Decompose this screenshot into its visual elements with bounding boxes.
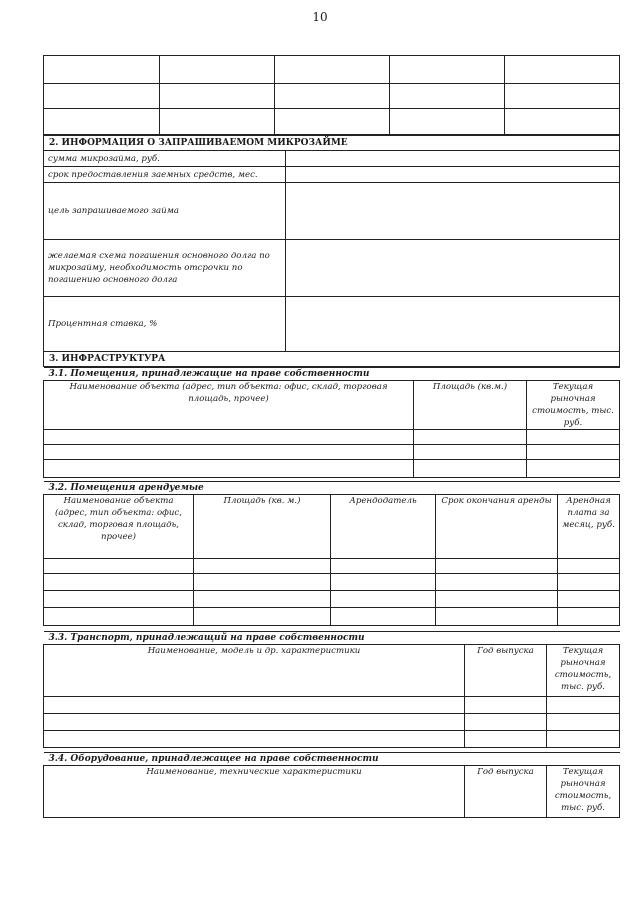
loan-row [44, 151, 620, 167]
subsection-3-1-title: 3.1. Помещения, принадлежащие на праве собственности [44, 368, 620, 381]
col-area: Площадь (кв.м.) [414, 381, 527, 430]
loan-term-label: срок предоставления заемных средств, мес. [44, 167, 286, 183]
cell[interactable] [414, 460, 527, 478]
cell[interactable] [505, 109, 620, 135]
form-sheet [43, 55, 619, 818]
cell[interactable] [414, 445, 527, 460]
repayment-scheme-field[interactable] [286, 240, 620, 297]
cell[interactable] [275, 56, 390, 84]
col-lease-end: Срок окончания аренды [436, 495, 558, 559]
owned-equipment-table [43, 752, 620, 818]
col-year: Год выпуска [465, 766, 547, 818]
table-row [44, 445, 620, 460]
loan-amount-field[interactable] [286, 151, 620, 167]
col-year: Год выпуска [465, 645, 547, 697]
col-area: Площадь (кв. м.) [194, 495, 331, 559]
cell[interactable] [527, 430, 620, 445]
subsection-3-2-title: 3.2. Помещения арендуемые [44, 482, 620, 495]
cell[interactable] [547, 697, 620, 714]
col-object-name: Наименование объекта (адрес, тип объекта: офис, склад, торговая площадь, прочее) [44, 381, 414, 430]
cell[interactable] [465, 731, 547, 748]
top-grid-row [44, 84, 620, 109]
cell[interactable] [160, 56, 275, 84]
cell[interactable] [194, 559, 331, 574]
cell[interactable] [558, 559, 620, 574]
col-landlord: Арендодатель [331, 495, 436, 559]
loan-amount-label: сумма микрозайма, руб. [44, 151, 286, 167]
cell[interactable] [44, 56, 160, 84]
cell[interactable] [390, 56, 505, 84]
cell[interactable] [558, 591, 620, 608]
cell[interactable] [44, 574, 194, 591]
col-object-name: Наименование объекта (адрес, тип объекта: офис, склад, торговая площадь, прочее) [44, 495, 194, 559]
cell[interactable] [275, 84, 390, 109]
owned-transport-table [43, 631, 620, 748]
subsection-header [44, 753, 620, 766]
cell[interactable] [160, 109, 275, 135]
cell[interactable] [331, 608, 436, 626]
loan-row [44, 240, 620, 297]
cell[interactable] [44, 714, 465, 731]
table-row [44, 697, 620, 714]
subsection-header [44, 632, 620, 645]
table-row [44, 430, 620, 445]
cell[interactable] [160, 84, 275, 109]
header-row [44, 495, 620, 559]
loan-row [44, 297, 620, 352]
cell[interactable] [436, 559, 558, 574]
cell[interactable] [44, 697, 465, 714]
cell[interactable] [547, 731, 620, 748]
table-row [44, 574, 620, 591]
cell[interactable] [44, 608, 194, 626]
cell[interactable] [275, 109, 390, 135]
col-market-value: Текущая рыночная стоимость, тыс. руб. [547, 766, 620, 818]
cell[interactable] [44, 591, 194, 608]
cell[interactable] [527, 460, 620, 478]
interest-rate-field[interactable] [286, 297, 620, 352]
top-grid-table [43, 55, 620, 135]
top-grid-row [44, 56, 620, 84]
loan-info-table [43, 135, 620, 367]
cell[interactable] [44, 109, 160, 135]
loan-row [44, 183, 620, 240]
table-row [44, 731, 620, 748]
page-number: 10 [312, 10, 328, 24]
section-2-title: 2. ИНФОРМАЦИЯ О ЗАПРАШИВАЕМОМ МИКРОЗАЙМЕ [44, 136, 620, 151]
col-market-value: Текущая рыночная стоимость, тыс. руб. [547, 645, 620, 697]
cell[interactable] [414, 430, 527, 445]
col-rent: Арендная плата за месяц, руб. [558, 495, 620, 559]
cell[interactable] [436, 608, 558, 626]
subsection-3-3-title: 3.3. Транспорт, принадлежащий на праве собственности [44, 632, 620, 645]
col-market-value: Текущая рыночная стоимость, тыс. руб. [527, 381, 620, 430]
cell[interactable] [331, 559, 436, 574]
section-3-title: 3. ИНФРАСТРУКТУРА [44, 352, 620, 367]
loan-row [44, 167, 620, 183]
section-header [44, 352, 620, 367]
cell[interactable] [44, 559, 194, 574]
interest-rate-label: Процентная ставка, % [44, 297, 286, 352]
cell[interactable] [44, 84, 160, 109]
header-row [44, 645, 620, 697]
subsection-3-4-title: 3.4. Оборудование, принадлежащее на праве собственности [44, 753, 620, 766]
header-row [44, 381, 620, 430]
table-row [44, 608, 620, 626]
cell[interactable] [436, 591, 558, 608]
cell[interactable] [331, 591, 436, 608]
cell[interactable] [44, 430, 414, 445]
table-row [44, 591, 620, 608]
cell[interactable] [390, 84, 505, 109]
loan-purpose-field[interactable] [286, 183, 620, 240]
cell[interactable] [194, 574, 331, 591]
repayment-scheme-label: желаемая схема погашения основного долга по микрозайму, необходимость отсрочки по погашению основного долга [44, 240, 286, 297]
cell[interactable] [465, 697, 547, 714]
owned-premises-table [43, 367, 620, 478]
cell[interactable] [44, 460, 414, 478]
cell[interactable] [465, 714, 547, 731]
cell[interactable] [331, 574, 436, 591]
top-grid-row [44, 109, 620, 135]
subsection-header [44, 482, 620, 495]
header-row [44, 766, 620, 818]
cell[interactable] [527, 445, 620, 460]
cell[interactable] [505, 84, 620, 109]
cell[interactable] [390, 109, 505, 135]
cell[interactable] [436, 574, 558, 591]
cell[interactable] [44, 445, 414, 460]
cell[interactable] [505, 56, 620, 84]
cell[interactable] [558, 574, 620, 591]
section-header [44, 136, 620, 151]
cell[interactable] [194, 591, 331, 608]
subsection-header [44, 368, 620, 381]
cell[interactable] [194, 608, 331, 626]
leased-premises-table [43, 481, 620, 626]
col-transport-name: Наименование, модель и др. характеристики [44, 645, 465, 697]
loan-purpose-label: цель запрашиваемого займа [44, 183, 286, 240]
table-row [44, 714, 620, 731]
cell[interactable] [44, 731, 465, 748]
loan-term-field[interactable] [286, 167, 620, 183]
cell[interactable] [558, 608, 620, 626]
col-equipment-name: Наименование, технические характеристики [44, 766, 465, 818]
cell[interactable] [547, 714, 620, 731]
table-row [44, 460, 620, 478]
table-row [44, 559, 620, 574]
